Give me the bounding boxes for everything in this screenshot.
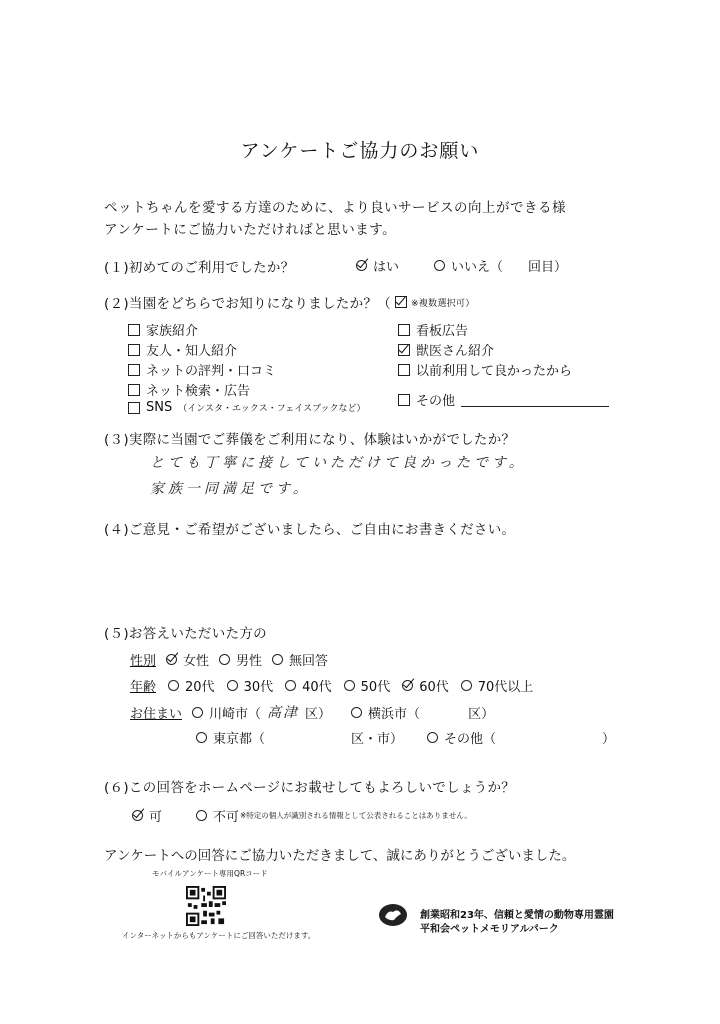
option-label: 不可 [213, 810, 240, 825]
intro-line-2: アンケートにご協力いただければと思います。 [104, 222, 397, 238]
option-label: 東京都（ [213, 732, 266, 747]
option-label-end: 区・市） [351, 732, 404, 747]
age-option-70s-plus[interactable] [461, 676, 534, 695]
option-label: 川崎市（ [209, 706, 262, 722]
age-option-40s[interactable] [285, 676, 332, 695]
option-label: 可 [149, 810, 163, 825]
address-row-2 [196, 728, 615, 747]
option-label: 50代 [360, 680, 391, 695]
option-label: 以前利用して良かったから [416, 364, 573, 379]
option-label: 看板広告 [416, 324, 469, 339]
address-option-kawasaki[interactable] [192, 702, 331, 722]
gender-option-male[interactable] [219, 650, 262, 669]
qr-caption: モバイルアンケート専用QRコード [152, 869, 268, 878]
q1-yes-label: はい [373, 260, 400, 275]
q1-no-label: いいえ（ [451, 260, 504, 275]
question-4: (４)ご意見・ご希望がございましたら、ご自由にお書きください。 [104, 522, 516, 538]
question-6: (６)この回答をホームページにお載せしてもよろしいでしょうか？ [104, 780, 516, 796]
q2-option-reviews[interactable] [128, 360, 276, 379]
checked-circle-icon [402, 680, 413, 691]
company-logo-icon [378, 902, 408, 928]
circle-icon [192, 707, 203, 718]
age-option-50s[interactable] [344, 676, 391, 695]
q1-option-yes[interactable] [356, 256, 399, 275]
gender-option-none[interactable] [272, 650, 328, 669]
circle-icon [168, 680, 179, 691]
sns-note: （インスタ・エックス・フェイスブックなど） [178, 404, 366, 414]
thanks-message: アンケートへの回答にご協力いただきまして、誠にありがとうございました。 [104, 848, 576, 864]
question-2 [104, 292, 475, 312]
q1-option-no[interactable] [434, 256, 503, 275]
age-option-20s[interactable] [168, 676, 215, 695]
q2-option-previous[interactable] [398, 360, 572, 379]
checked-circle-icon [166, 654, 177, 665]
company-name: 平和会ペットメモリアルパーク [420, 924, 559, 935]
circle-icon [461, 680, 472, 691]
option-label: 家族紹介 [146, 324, 199, 339]
company-tagline: 創業昭和23年、信頼と愛情の動物専用霊園 [420, 910, 614, 921]
option-label: その他（ [444, 732, 497, 747]
q2-option-other[interactable] [398, 390, 609, 409]
question-2-label: (２)当園をどちらでお知りになりましたか？（ [104, 296, 391, 312]
option-label: 獣医さん紹介 [416, 344, 495, 359]
age-label: 年齢 [130, 680, 157, 695]
option-label-end: 区） [305, 706, 332, 722]
circle-icon [427, 732, 438, 743]
checked-circle-icon [132, 810, 143, 821]
option-label: その他 [416, 394, 456, 409]
circle-icon [227, 680, 238, 691]
q3-handwritten-answer-2: 家族一同満足です。 [150, 481, 311, 497]
address-row [130, 702, 494, 722]
option-label: ネット検索・広告 [146, 384, 251, 399]
other-blank-line [461, 405, 609, 407]
option-label: ネットの評判・口コミ [146, 364, 277, 379]
circle-icon [272, 654, 283, 665]
question-3: (３)実際に当園でご葬儀をご利用になり、体験はいかがでしたか？ [104, 432, 516, 448]
option-label-end: 区） [468, 706, 495, 722]
option-label: 無回答 [289, 654, 329, 669]
circle-icon [344, 680, 355, 691]
gender-label: 性別 [130, 654, 157, 669]
circle-icon [196, 810, 207, 821]
option-label: 70代以上 [477, 680, 534, 695]
checkbox-icon [398, 394, 410, 406]
address-option-tokyo[interactable] [196, 728, 403, 747]
circle-icon [434, 260, 445, 271]
checkbox-icon [128, 324, 140, 336]
q6-option-ng[interactable] [196, 806, 239, 825]
q2-option-friend[interactable] [128, 340, 237, 359]
option-label: 30代 [243, 680, 274, 695]
option-label: 40代 [302, 680, 332, 695]
checkbox-icon [398, 324, 410, 336]
q2-option-family[interactable] [128, 320, 198, 339]
age-option-30s[interactable] [227, 676, 274, 695]
intro-line-1: ペットちゃんを愛する方達のために、より良いサービスの向上ができる様 [104, 200, 566, 216]
gender-row [130, 650, 328, 669]
gender-option-female[interactable] [166, 650, 209, 669]
q6-option-ok[interactable] [132, 806, 162, 825]
question-1: (１)初めてのご利用でしたか？ [104, 260, 295, 276]
age-row [130, 676, 533, 695]
checkbox-icon [128, 364, 140, 376]
age-option-60s[interactable] [402, 676, 449, 695]
q2-option-vet[interactable] [398, 340, 494, 359]
q2-option-signboard[interactable] [398, 320, 468, 339]
address-option-yokohama[interactable] [351, 703, 494, 722]
checkbox-icon [128, 344, 140, 356]
question-2-note: ※複数選択可） [411, 298, 475, 309]
option-label: 女性 [183, 654, 210, 669]
checkbox-icon [128, 384, 140, 396]
address-option-other[interactable] [427, 728, 615, 747]
circle-icon [196, 732, 207, 743]
option-label: 20代 [185, 680, 215, 695]
qr-note: インターネットからもアンケートにご回答いただけます。 [122, 931, 316, 940]
checkbox-icon [128, 402, 140, 414]
q2-option-sns[interactable] [128, 400, 366, 415]
q1-times: 回目） [528, 260, 568, 275]
q3-handwritten-answer-1: とても丁寧に接していただけて良かったです。 [150, 455, 527, 471]
circle-icon [285, 680, 296, 691]
page-title: アンケートご協力のお願い [240, 140, 480, 162]
option-label: SNS [146, 400, 173, 415]
checkbox-icon [395, 296, 407, 308]
question-5: (５)お答えいただいた方の [104, 626, 267, 642]
option-label: 60代 [419, 680, 449, 695]
option-label: 友人・知人紹介 [146, 344, 238, 359]
checked-circle-icon [356, 260, 367, 271]
circle-icon [219, 654, 230, 665]
checked-checkbox-icon [398, 344, 410, 356]
circle-icon [351, 707, 362, 718]
option-label: 男性 [236, 654, 263, 669]
qr-code-icon[interactable] [186, 886, 226, 926]
option-label-end: ） [602, 732, 616, 747]
q6-note: ※特定の個人が識別される情報として公表されることはありません。 [240, 811, 472, 820]
option-label: 横浜市（ [368, 706, 421, 722]
checkbox-icon [398, 364, 410, 376]
handwritten-ward: 高津 [267, 705, 300, 721]
q2-option-search[interactable] [128, 380, 250, 399]
address-label: お住まい [130, 706, 183, 722]
